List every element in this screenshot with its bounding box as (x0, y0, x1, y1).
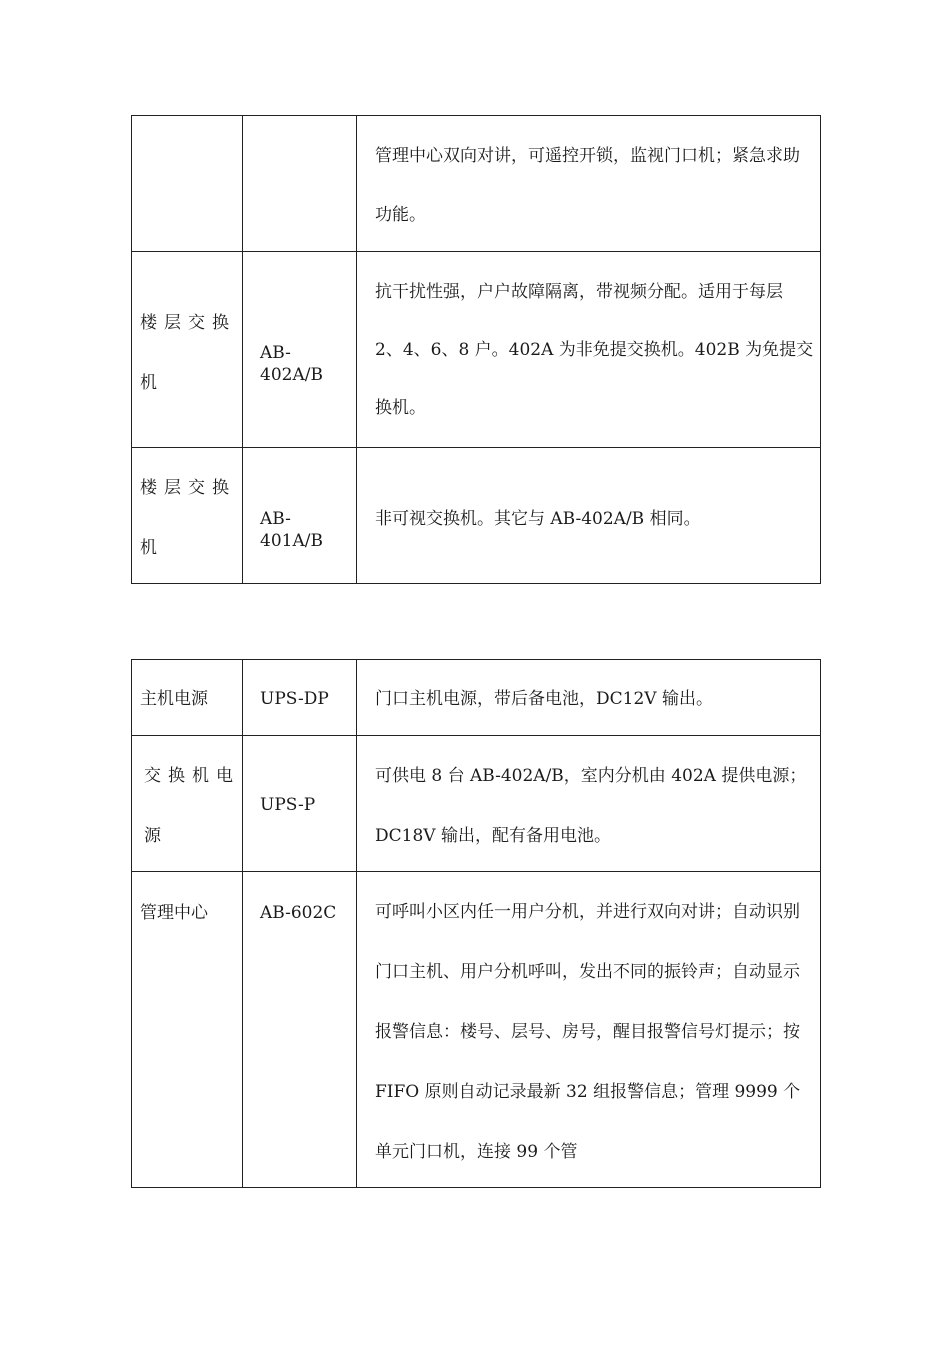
name-cell: 管理中心 (132, 872, 243, 1188)
model-cell (243, 116, 357, 252)
model-cell: AB-402A/B (243, 252, 357, 448)
table-row (132, 448, 821, 584)
table-row (132, 116, 821, 252)
model-cell: AB-401A/B (243, 448, 357, 584)
desc-cell: 可呼叫小区内任一用户分机，并进行双向对讲；自动识别门口主机、用户分机呼叫，发出不同的振铃声；自动显示报警信息：楼号、层号、房号，醒目报警信号灯提示；按 FIFO 原则自动记录最新 32 组报警信息；管理 9999 个单元门口机，连接 99 个管 (357, 872, 821, 1188)
desc-cell: 抗干扰性强，户户故障隔离，带视频分配。适用于每层 2、4、6、8 户。402A 为非免提交换机。402B 为免提交换机。 (357, 252, 821, 448)
model-cell: AB-602C (243, 872, 357, 1188)
spec-table-1 (131, 115, 821, 584)
desc-cell: 非可视交换机。其它与 AB-402A/B 相同。 (357, 448, 821, 584)
desc-cell: 管理中心双向对讲，可遥控开锁，监视门口机；紧急求助功能。 (357, 116, 821, 252)
name-cell: 主机电源 (132, 660, 243, 736)
desc-cell: 可供电 8 台 AB-402A/B，室内分机由 402A 提供电源；DC18V 输出，配有备用电池。 (357, 736, 821, 872)
name-cell: 楼层交换机 (132, 252, 243, 448)
name-cell: 交换机电源 (132, 736, 243, 872)
desc-cell: 门口主机电源，带后备电池，DC12V 输出。 (357, 660, 821, 736)
model-cell: UPS-P (243, 736, 357, 872)
model-cell: UPS-DP (243, 660, 357, 736)
spec-table-2 (131, 659, 821, 1188)
name-cell (132, 116, 243, 252)
table-row (132, 660, 821, 736)
table-row (132, 872, 821, 1188)
name-cell: 楼层交换机 (132, 448, 243, 584)
table-row (132, 736, 821, 872)
table-row (132, 252, 821, 448)
